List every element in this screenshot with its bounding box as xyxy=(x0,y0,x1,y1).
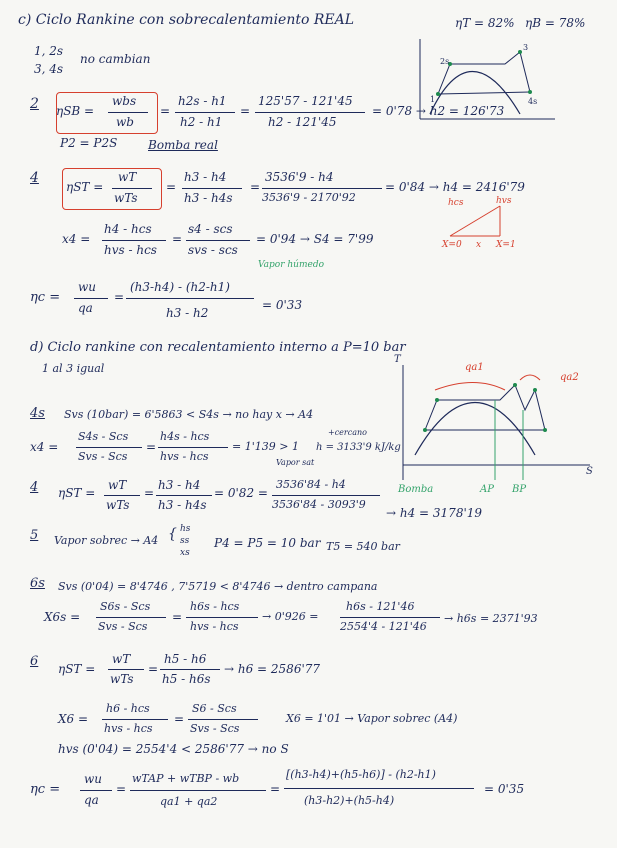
step-6-result: → h6 = 2586'77 xyxy=(224,662,321,676)
note-states-1: 1, 2s xyxy=(34,44,64,58)
svg-text:1: 1 xyxy=(430,95,436,104)
step-6s-line: Svs (0'04) = 8'4746 , 7'5719 < 8'4746 → dentro campana xyxy=(58,580,378,593)
step-2-f2-den: h2 - h1 xyxy=(180,115,223,129)
step-4-label: 4 xyxy=(30,170,39,186)
step-6s-x-f1-num: S6s - Scs xyxy=(100,600,151,613)
step-6-label: 6 xyxy=(30,654,39,669)
step-5-b2: ss xyxy=(180,536,190,546)
step-5-line: Vapor sobrec → A4 xyxy=(54,534,159,547)
final-f3-den: (h3-h2)+(h5-h4) xyxy=(304,794,395,807)
step-6-f1-num: wT xyxy=(112,652,131,666)
eta-c-lhs: ηc = xyxy=(30,290,61,305)
step-5-b1: hs xyxy=(180,524,191,534)
step-4s-x-f2-num: h4s - hcs xyxy=(160,430,210,443)
red-hvs: hvs xyxy=(496,196,512,206)
step-2-f3-num: 125'57 - 121'45 xyxy=(258,94,353,108)
step-4b-f2-num: h3 - h4 xyxy=(158,478,201,492)
final-lhs: ηc = xyxy=(30,782,61,797)
step-4s-line1: Svs (10bar) = 6'5863 < S4s → no hay x → A4 xyxy=(64,408,314,421)
step-4s-h: h = 3133'9 kJ/kg xyxy=(316,442,401,453)
step-6s-x-result: → h6s = 2371'93 xyxy=(444,612,538,625)
step-2-f1-num: wbs xyxy=(112,94,137,108)
step-6-x-f2-den: Svs - Scs xyxy=(190,722,240,735)
step-2-highlight xyxy=(56,92,158,134)
step-2-result: = 0'78 → h2 = 126'73 xyxy=(372,104,505,118)
qa2-label: qa2 xyxy=(560,372,579,383)
step-5-t: T5 = 540 bar xyxy=(326,540,400,553)
final-result: = 0'35 xyxy=(484,782,525,796)
step-4s-label: 4s xyxy=(30,406,45,421)
step-2-f3-den: h2 - 121'45 xyxy=(268,115,337,129)
x4-f1-den: hvs - hcs xyxy=(104,243,157,257)
eta-turbine: ηT = 82% xyxy=(455,16,515,30)
eta-c-f2-den: h3 - h2 xyxy=(166,306,209,320)
step-4-result: = 0'84 → h4 = 2416'79 xyxy=(385,180,525,194)
section-c-title: c) Ciclo Rankine con sobrecalentamiento REAL xyxy=(18,12,355,28)
x4-f2-den: svs - scs xyxy=(188,243,238,257)
eta-c-f1-num: wu xyxy=(78,280,96,294)
step-6-lhs: ηST = xyxy=(58,662,96,676)
ap-label: AP xyxy=(480,484,494,495)
step-6-x-f1-den: hvs - hcs xyxy=(104,722,153,735)
step-6s-x-f3-num: h6s - 121'46 xyxy=(346,600,415,613)
step-6-x-lhs: X6 = xyxy=(58,712,89,726)
eta-pump: ηB = 78% xyxy=(525,16,586,30)
step-2-bomba: Bomba real xyxy=(148,138,218,152)
svg-text:4s: 4s xyxy=(528,97,538,106)
step-6-x-f2-num: S6 - Scs xyxy=(192,702,237,715)
final-f1-num: wu xyxy=(84,772,102,786)
note-states-2: 3, 4s xyxy=(34,62,64,76)
step-6s-x-lhs: X6s = xyxy=(44,610,81,624)
step-2-f2-num: h2s - h1 xyxy=(178,94,227,108)
red-hcs: hcs xyxy=(448,198,464,208)
section-d-sub: 1 al 3 igual xyxy=(42,362,105,375)
step-6-hvs: hvs (0'04) = 2554'4 < 2586'77 → no S xyxy=(58,742,289,756)
step-6s-x-f2-num: h6s - hcs xyxy=(190,600,240,613)
step-4s-x-result: = 1'139 > 1 xyxy=(232,440,299,453)
step-6s-x-f3-den: 2554'4 - 121'46 xyxy=(340,620,427,633)
step-4b-f1-num: wT xyxy=(108,478,127,492)
step-6-x-f1-num: h6 - hcs xyxy=(106,702,150,715)
bp-label: BP xyxy=(512,484,527,495)
x4-result: = 0'94 → S4 = 7'99 xyxy=(256,232,374,246)
step-4-f1-den: wTs xyxy=(114,191,138,205)
final-f2-den: qa1 + qa2 xyxy=(160,795,218,808)
qa1-label: qa1 xyxy=(465,362,484,373)
step-4-f3-den: 3536'9 - 2170'92 xyxy=(262,191,356,204)
step-4b-f2-den: h3 - h4s xyxy=(158,498,207,512)
step-6-f2-num: h5 - h6 xyxy=(164,652,207,666)
step-5-b3: xs xyxy=(180,548,190,558)
svg-text:2s: 2s xyxy=(440,57,450,66)
step-6s-x-mid: → 0'926 = xyxy=(262,610,319,623)
step-2-label: 2 xyxy=(30,96,39,112)
step-4b-lhs: ηST = xyxy=(58,486,96,500)
step-4s-x-f1-den: Svs - Scs xyxy=(78,450,128,463)
final-f1-den: qa xyxy=(84,793,99,807)
svg-text:3: 3 xyxy=(523,43,529,52)
step-4-f3-num: 3536'9 - h4 xyxy=(265,170,334,184)
step-4-f2-den: h3 - h4s xyxy=(184,191,233,205)
step-4b-label: 4 xyxy=(30,480,39,495)
step-4s-x-f1-num: S4s - Scs xyxy=(78,430,129,443)
step-6s-label: 6s xyxy=(30,576,45,591)
final-f3-num: [(h3-h4)+(h5-h6)] - (h2-h1) xyxy=(286,768,436,781)
step-4s-vapor: Vapor sat xyxy=(276,458,315,467)
step-4s-cercano: +cercano xyxy=(328,428,367,437)
bomba-label: Bomba xyxy=(398,484,434,495)
step-6-f2-den: h5 - h6s xyxy=(162,672,211,686)
red-x1: X=1 xyxy=(496,240,516,250)
note-no-change: no cambian xyxy=(80,52,151,66)
final-f2-num: wTAP + wTBP - wb xyxy=(132,772,240,785)
step-4-f2-num: h3 - h4 xyxy=(184,170,227,184)
step-6-x-result: X6 = 1'01 → Vapor sobrec (A4) xyxy=(286,712,458,725)
step-4-f1-num: wT xyxy=(118,170,137,184)
step-2-f1-den: wb xyxy=(116,115,134,129)
vapor-humedo-note: Vapor húmedo xyxy=(258,260,325,270)
step-6s-x-f2-den: hvs - hcs xyxy=(190,620,239,633)
step-4s-x-lhs: x4 = xyxy=(30,440,59,454)
step-6-f1-den: wTs xyxy=(110,672,134,686)
eta-c-result: = 0'33 xyxy=(262,298,303,312)
t-axis-label: T xyxy=(394,354,401,365)
x4-f1-num: h4 - hcs xyxy=(104,222,152,236)
step-2-lhs: ηSB = xyxy=(56,104,95,118)
red-x: x xyxy=(476,240,482,250)
eta-c-f1-den: qa xyxy=(78,301,93,315)
step-5-p: P4 = P5 = 10 bar xyxy=(214,536,321,550)
step-4b-f3-num: 3536'84 - h4 xyxy=(276,478,346,491)
step-5-label: 5 xyxy=(30,528,39,543)
section-d-title: d) Ciclo rankine con recalentamiento interno a P=10 bar xyxy=(30,340,406,355)
step-2-pressure: P2 = P2S xyxy=(60,136,118,150)
step-4b-res1: = 0'82 = xyxy=(214,486,268,500)
step-4b-f1-den: wTs xyxy=(106,498,130,512)
x4-lhs: x4 = xyxy=(62,232,91,246)
eta-c-f2-num: (h3-h4) - (h2-h1) xyxy=(130,280,230,294)
s-axis-label: S xyxy=(586,466,593,477)
step-4s-x-f2-den: hvs - hcs xyxy=(160,450,209,463)
step-4b-res2: → h4 = 3178'19 xyxy=(386,506,483,520)
step-6s-x-f1-den: Svs - Scs xyxy=(98,620,148,633)
x4-f2-num: s4 - scs xyxy=(188,222,233,236)
red-x0: X=0 xyxy=(442,240,462,250)
step-4b-f3-den: 3536'84 - 3093'9 xyxy=(272,498,366,511)
step-4-lhs: ηST = xyxy=(66,180,104,194)
